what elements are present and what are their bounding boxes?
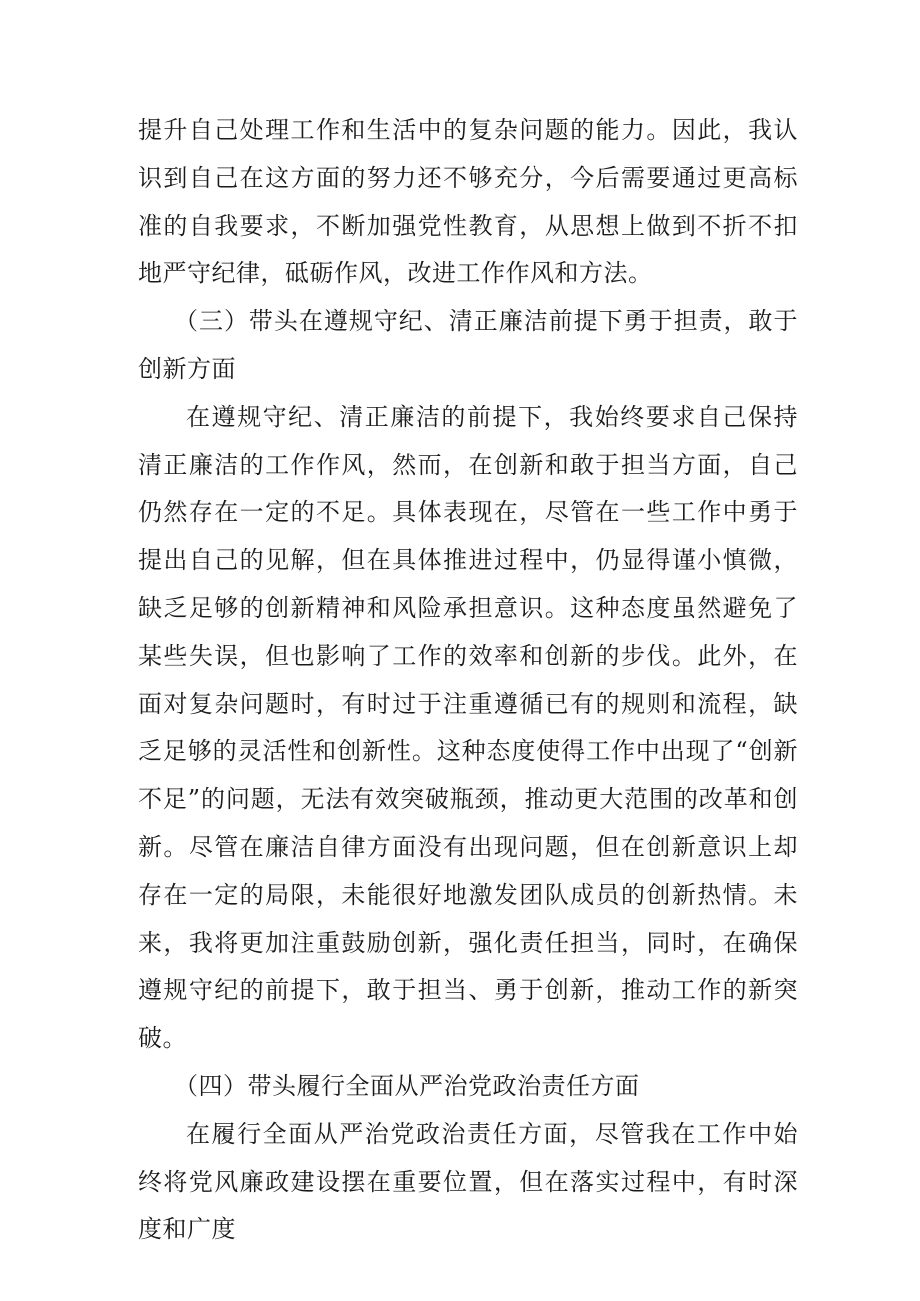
paragraph-section-3: 在遵规守纪、清正廉洁的前提下，我始终要求自己保持清正廉洁的工作作风，然而，在创新和敢于担当方面，自己仍然存在一定的不足。具体表现在，尽管在一些工作中勇于提出自己的见解，但在具体推进过程中，仍显得谨小慎微，缺乏足够的创新精神和风险承担意识。这种态度虽然避免了某些失误，但也影响了工作的效率和创新的步伐。此外，在面对复杂问题时，有时过于注重遵循已有的规则和流程，缺乏足够的灵活性和创新性。这种态度使得工作中出现了“创新不足”的问题，无法有效突破瓶颈，推动更大范围的改革和创新。尽管在廉洁自律方面没有出现问题，但在创新意识上却存在一定的局限，未能很好地激发团队成员的创新热情。未来，我将更加注重鼓励创新，强化责任担当，同时，在确保遵规守纪的前提下，敢于担当、勇于创新，推动工作的新突破。	[138, 402, 798, 1053]
paragraph-section-4: 在履行全面从严治党政治责任方面，尽管我在工作中始终将党风廉政建设摆在重要位置，但在落实过程中，有时深度和广度	[138, 1119, 798, 1244]
section-heading-3: （三）带头在遵规守纪、清正廉洁前提下勇于担责，敢于创新方面	[138, 307, 798, 383]
paragraph-continued: 提升自己处理工作和生活中的复杂问题的能力。因此，我认识到自己在这方面的努力还不够充分，今后需要通过更高标准的自我要求，不断加强党性教育，从思想上做到不折不扣地严守纪律，砥砺作风，改进工作作风和方法。	[138, 116, 798, 288]
section-heading-4: （四）带头履行全面从严治党政治责任方面	[174, 1071, 640, 1100]
document-body	[138, 107, 798, 1254]
